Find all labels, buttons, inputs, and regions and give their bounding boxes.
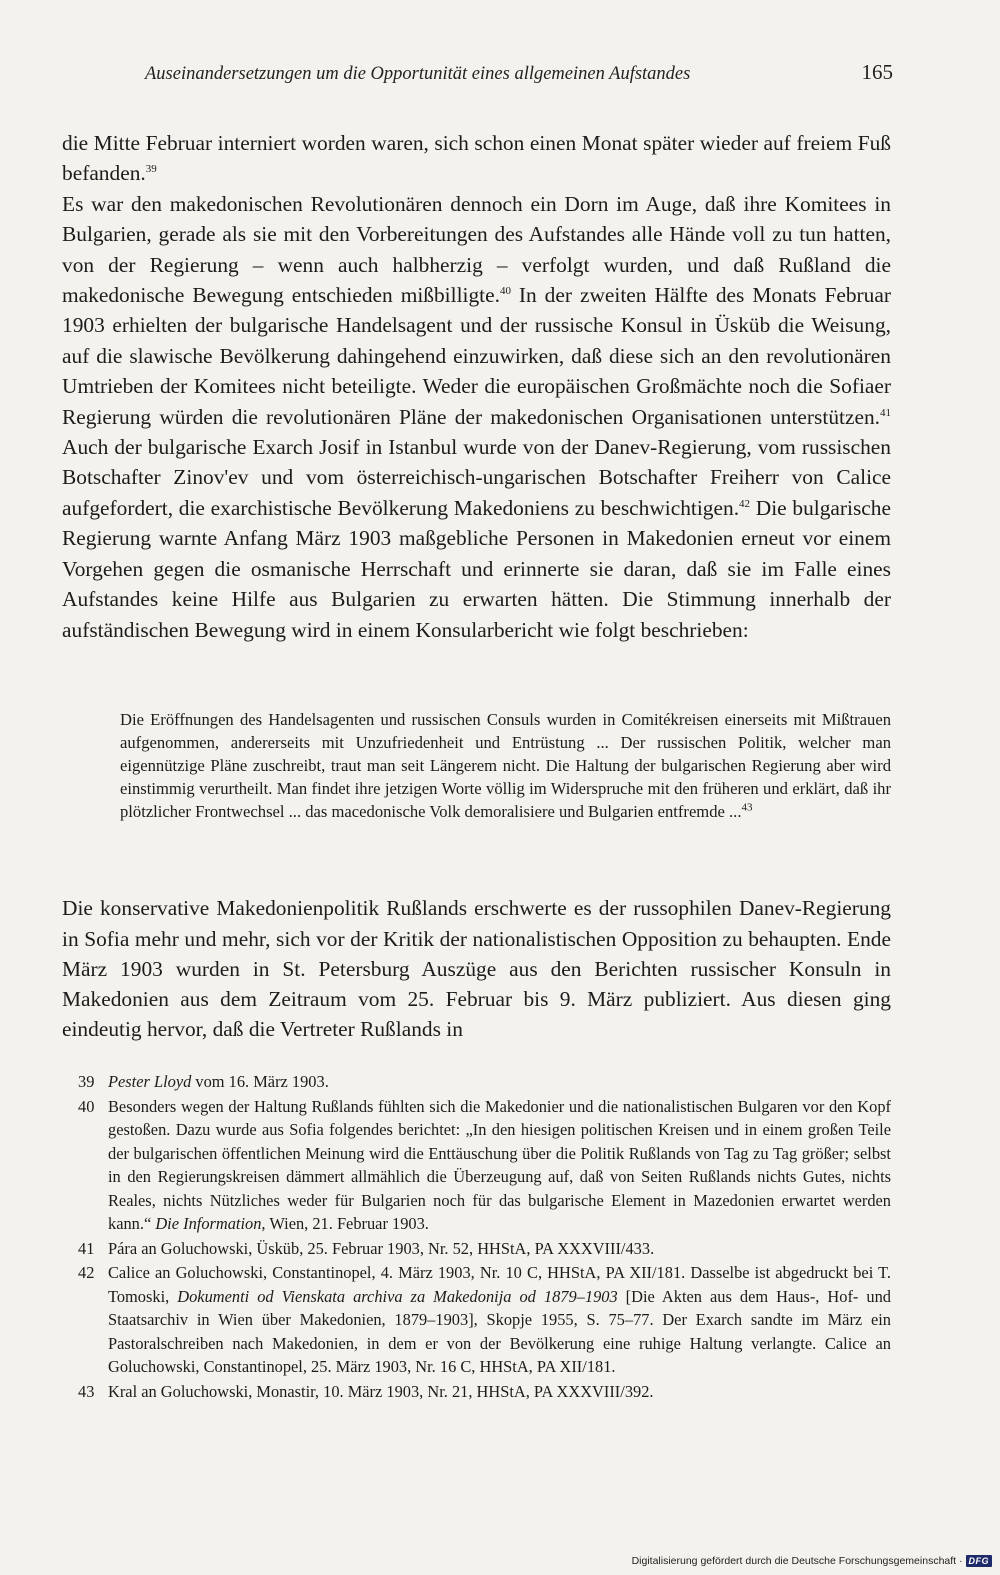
running-title: Auseinandersetzungen um die Opportunität eines allgemeinen Aufstandes <box>145 64 691 84</box>
paragraph-2-text-c: Auch der bulgarische Exarch Josif in Istanbul wurde von der Danev-Regierung, vom russischen Botschafter Zinov'ev und vom österreichisch-ungarischen Botschafter Freiherr von Calice aufgefordert, die exarchistische Bevölkerung Makedoniens zu beschwichtigen. <box>62 435 891 520</box>
footnote-ref-41: 41 <box>880 406 891 419</box>
footnote-main: Besonders wegen der Haltung Rußlands fühlten sich die Makedonier und die nationalistischen Bulgaren vor den Kopf gestoßen. Dazu wurde aus Sofia folgendes berichtet: „In den hiesigen politischen Kreisen und in einem großen Teile der bulgarischen öffentlichen Meinung wird die Enttäuschung über die Politik Rußlands von Tag zu Tag größer; selbst in den Regierungskreisen dämmert allmählich die Überzeugung auf, daß von Seiten Rußlands nichts Gutes, nichts Reales, nichts Nützliches weder für Bulgarien noch für das bulgarische Element in Mazedonien erwartet werden kann.“ <box>108 1096 891 1233</box>
footnote-rest: [Die Akten aus dem Haus-, Hof- und Staatsarchiv in Wien über Makedonien, 1879–1903], Skopje 1955, S. 75–77. Der Exarch sandte im März ein Pastoralschreiben nach Makedonien, in dem er von der Bevölkerung eine ruhige Haltung verlangte. Calice an Goluchowski, Constantinopel, 25. März 1903, Nr. 16 C, HHStA, PA XII/181. <box>108 1286 891 1376</box>
footnote-text: Kral an Goluchowski, Monastir, 10. März 1903, Nr. 21, HHStA, PA XXXVIII/392. <box>108 1381 654 1401</box>
paragraph-2-text-b: In der zweiten Hälfte des Monats Februar 1903 erhielten der bulgarische Handelsagent und der russische Konsul in Üsküb die Weisung, auf die slawische Bevölkerung dahingehend einzuwirken, daß diese sich an den revolutionären Umtrieben der Komitees nicht beteiligte. Weder die europäischen Großmächte noch die Sofiaer Regierung würden die revolutionären Pläne der makedonischen Organisationen unterstützen. <box>62 283 891 429</box>
footnote-rest: vom 16. März 1903. <box>191 1072 329 1091</box>
footnote-ref-42: 42 <box>739 497 751 510</box>
footnote-ref-43: 43 <box>741 801 753 814</box>
paragraph-1-text: die Mitte Februar interniert worden waren, sich schon einen Monat später wieder auf freiem Fuß befanden. <box>62 131 891 186</box>
footnote-42 <box>62 1261 891 1379</box>
footnote-text <box>108 1070 891 1094</box>
footnote-text: Pára an Goluchowski, Üsküb, 25. Februar 1903, Nr. 52, HHStA, PA XXXVIII/433. <box>108 1238 655 1258</box>
footnote-41 <box>62 1237 891 1261</box>
footnote-number: 40 <box>78 1096 95 1116</box>
paragraph-3: Die konservative Makedonienpolitik Rußlands erschwerte es der russophilen Danev-Regierung in Sofia mehr und mehr, sich vor der Kritik der nationalistischen Opposition zu behaupten. Ende März 1903 wurden in St. Petersburg Auszüge aus den Berichten russischer Konsuln in Makedonien aus dem Zeitraum vom 25. Februar bis 9. März publiziert. Aus diesen ging eindeutig hervor, daß die Vertreter Rußlands in <box>62 896 891 1042</box>
credit-text: Digitalisierung gefördert durch die Deutsche Forschungsgemeinschaft · <box>631 1555 963 1567</box>
footnote-number: 43 <box>78 1381 95 1401</box>
footnote-ref-39: 39 <box>145 163 157 176</box>
footnote-rest: , Wien, 21. Februar 1903. <box>261 1214 429 1233</box>
footnote-text <box>108 1261 891 1379</box>
footnote-43 <box>62 1380 891 1404</box>
main-text <box>62 128 891 645</box>
footnotes <box>62 1070 891 1404</box>
footnote-italic: Dokumenti od Vienskata archiva za Makedonija od 1879–1903 <box>177 1286 618 1306</box>
block-quote-text: Die Eröffnungen des Handelsagenten und russischen Consuls wurden in Comitékreisen einerseits mit Mißtrauen aufgenommen, andererseits mit Unzufriedenheit und Entrüstung ... Der russischen Politik, welcher man eigennützige Pläne zuschreibt, traut man seit Längerem nicht. Die Haltung der bulgarischen Regierung aber wird einstimmig verurtheilt. Man findet ihre jetzigen Worte völlig im Widerspruche mit den früheren und erklärt, daß ihr plötzlicher Frontwechsel ... das macedonische Volk demoralisiere und Bulgarien entfremde ... <box>120 710 891 821</box>
footnote-number: 42 <box>78 1263 95 1282</box>
footnote-number: 39 <box>78 1072 95 1091</box>
footnote-40 <box>62 1095 891 1236</box>
footnote-main: Calice an Goluchowski, Constantinopel, 4. März 1903, Nr. 10 C, HHStA, PA XII/181. Dasselbe ist abgedruckt bei T. Tomoski, <box>108 1263 891 1306</box>
paragraph-2 <box>62 189 891 645</box>
running-header <box>145 64 897 85</box>
dfg-logo: DFG <box>966 1555 993 1567</box>
paragraph-2-text-a: Es war den makedonischen Revolutionären dennoch ein Dorn im Auge, daß ihre Komitees in Bulgarien, gerade als sie mit den Vorbereitungen des Aufstandes alle Hände voll zu tun hatten, von der Regierung – wenn auch halbherzig – verfolgt wurden, und daß Rußland die makedonische Bewegung entschieden mißbilligte. <box>62 191 891 308</box>
footnote-39 <box>62 1070 891 1094</box>
paragraph-1 <box>62 128 891 189</box>
footnote-ref-40: 40 <box>499 284 511 297</box>
digitization-credit <box>632 1555 992 1567</box>
footnote-italic: Pester Lloyd <box>108 1072 192 1091</box>
page-number: 165 <box>861 60 893 84</box>
main-text-continued <box>62 872 891 1066</box>
footnote-text <box>108 1095 891 1236</box>
block-quote <box>120 709 891 824</box>
paragraph-2-text-d: Die bulgarische Regierung warnte Anfang März 1903 maßgebliche Personen in Makedonien erneut vor einem Vorgehen gegen die osmanische Herrschaft und erinnerte sie daran, daß sie im Falle eines Aufstandes keine Hilfe aus Bulgarien zu erwarten hätten. Die Stimmung innerhalb der aufständischen Bewegung wird in einem Konsularbericht wie folgt beschrieben: <box>62 495 891 642</box>
footnote-italic: Die Information <box>155 1214 262 1233</box>
footnote-number: 41 <box>78 1238 95 1258</box>
